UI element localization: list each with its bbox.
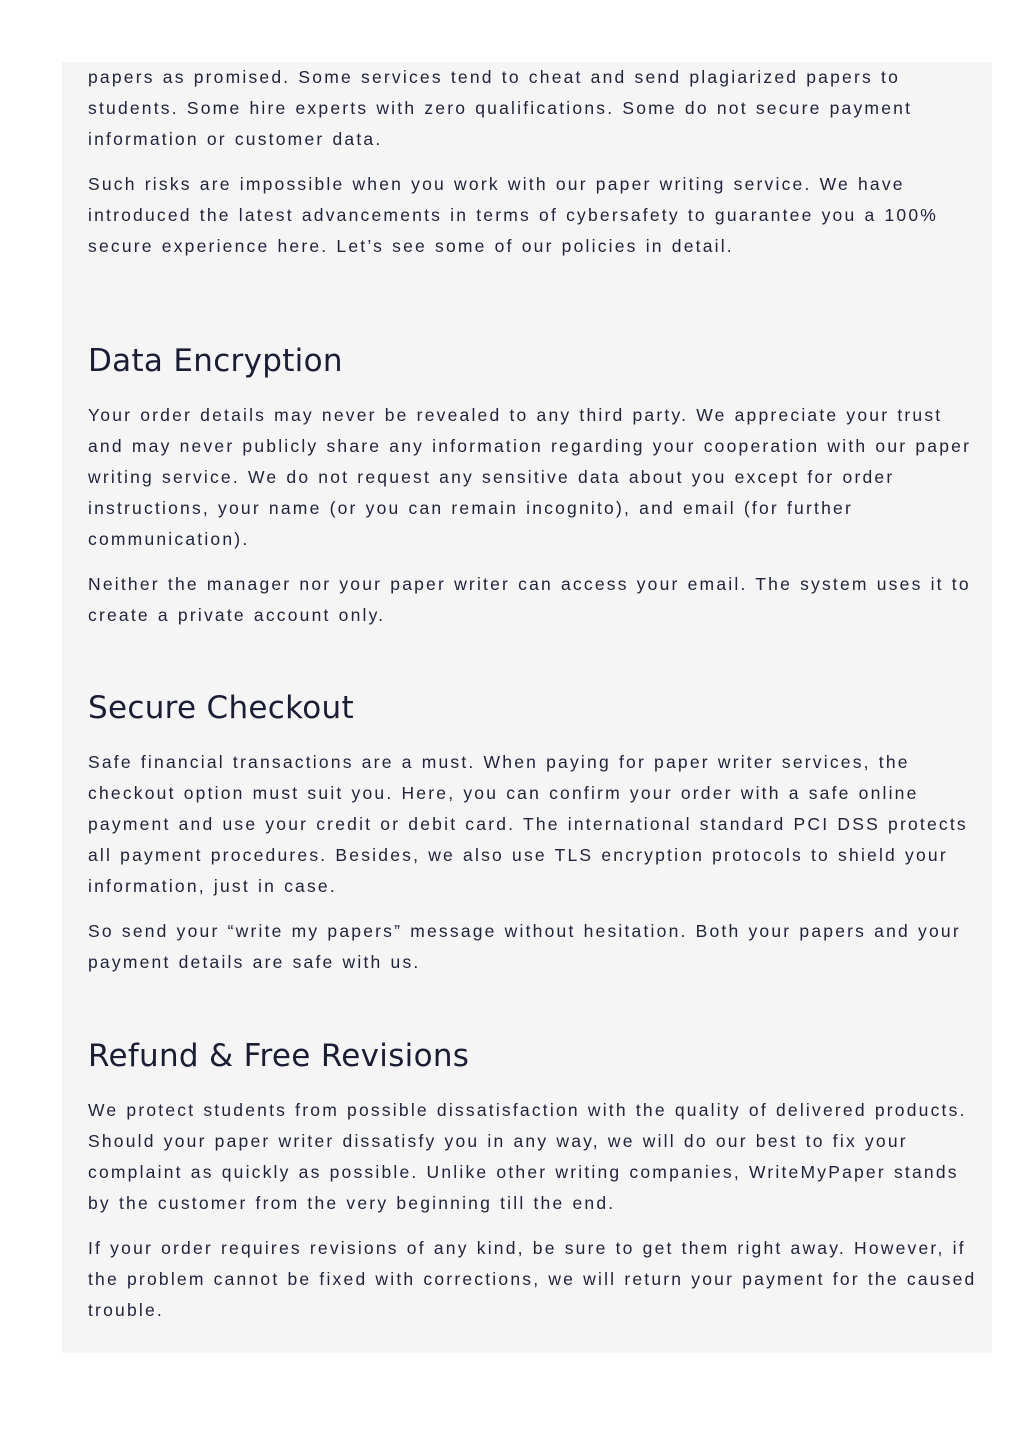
- section-heading: Secure Checkout: [88, 690, 354, 726]
- intro-paragraph: papers as promised. Some services tend to cheat and send plagiarized papers to students. Some hire experts with zero qualifications. Some do not secure payment information or customer data.: [88, 67, 913, 149]
- section-paragraph: Neither the manager nor your paper writer can access your email. The system uses it to create a private account only.: [88, 574, 971, 625]
- intro-section: [88, 62, 978, 262]
- section-paragraph: If your order requires revisions of any kind, be sure to get them right away. However, if the problem cannot be fixed with corrections, we will return your payment for the caused trouble.: [88, 1238, 977, 1320]
- section-paragraph: We protect students from possible dissatisfaction with the quality of delivered products. Should your paper writer dissatisfy you in any way, we will do our best to fix your complaint as quickly as possible. Unlike other writing companies, WriteMyPaper stands by the customer from the very beginning till the end.: [88, 1100, 967, 1213]
- section-heading: Data Encryption: [88, 343, 343, 379]
- section-secure-checkout: [88, 689, 978, 978]
- intro-paragraph: Such risks are impossible when you work with our paper writing service. We have introduced the latest advancements in terms of cybersafety to guarantee you a 100% secure experience here. Let’s see some of our policies in detail.: [88, 174, 939, 256]
- section-paragraph: So send your “write my papers” message without hesitation. Both your papers and your payment details are safe with us.: [88, 921, 961, 972]
- section-data-encryption: [88, 342, 978, 631]
- section-refund-revisions: [88, 1037, 978, 1326]
- section-heading: Refund & Free Revisions: [88, 1038, 470, 1074]
- section-paragraph: Your order details may never be revealed to any third party. We appreciate your trust and may never publicly share any information regarding your cooperation with our paper writing service. We do not request any sensitive data about you except for order instructions, your name (or you can remain incognito), and email (for further communication).: [88, 405, 972, 549]
- section-paragraph: Safe financial transactions are a must. When paying for paper writer services, the checkout option must suit you. Here, you can confirm your order with a safe online payment and use your credit or debit card. The international standard PCI DSS protects all payment procedures. Besides, we also use TLS encryption protocols to shield your information, just in case.: [88, 752, 968, 896]
